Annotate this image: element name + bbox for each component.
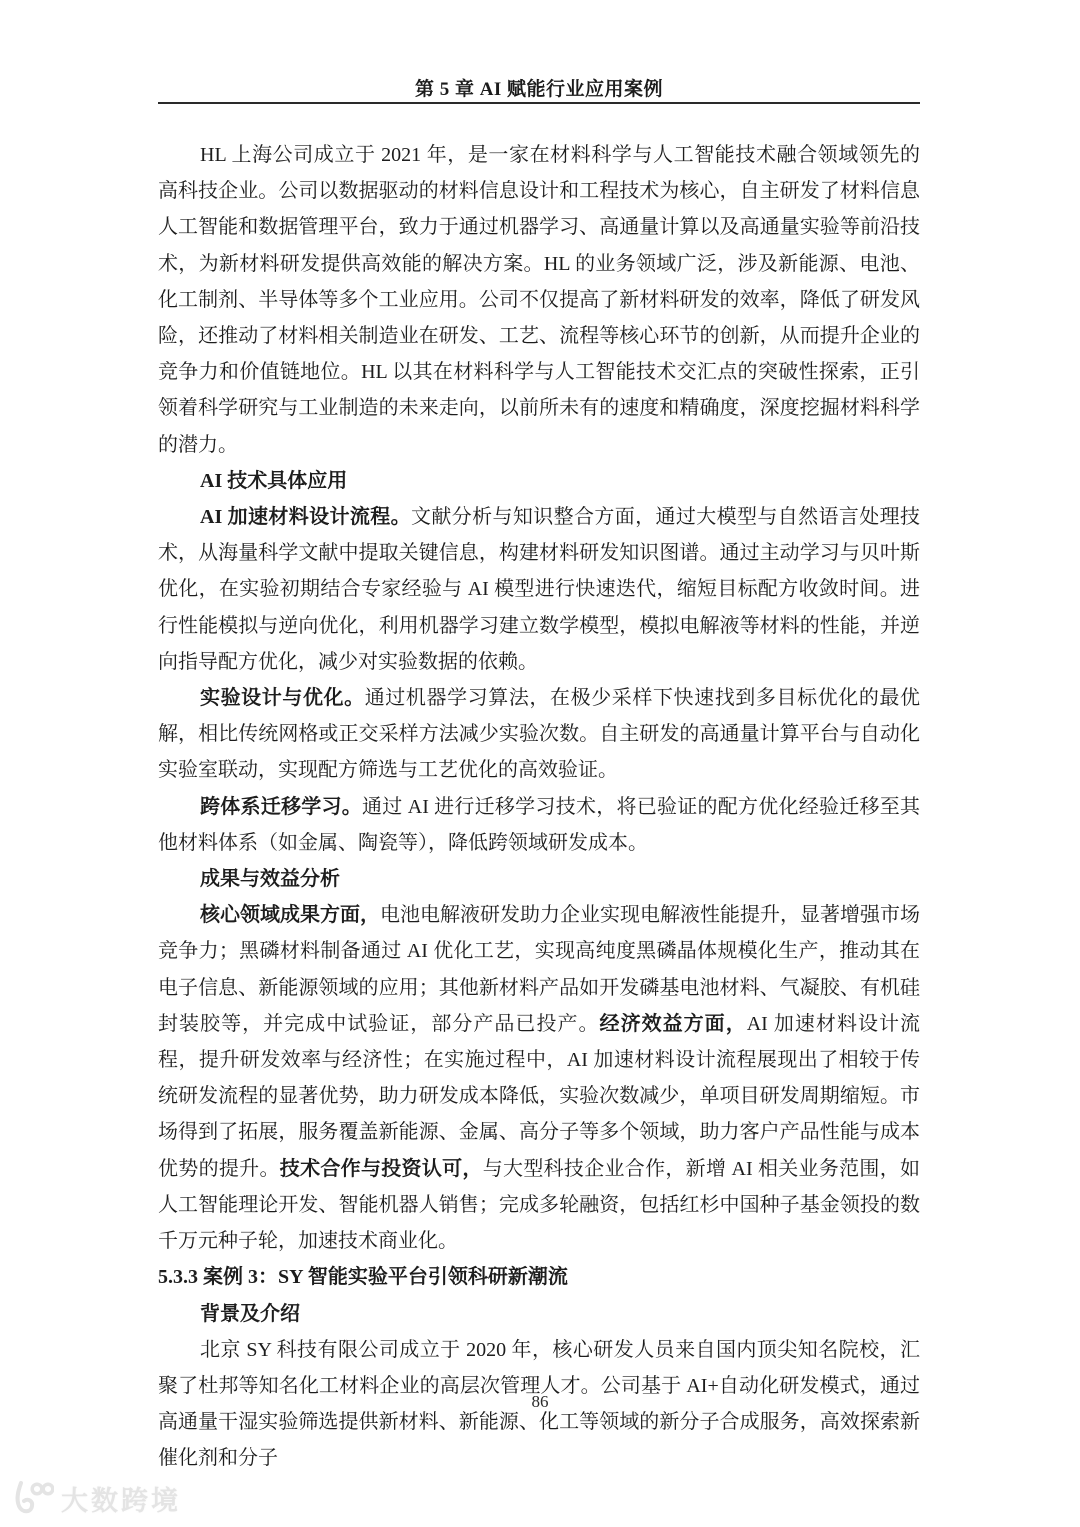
paragraph-design-flow (158, 499, 920, 680)
heading-section-5-3-3: 5.3.3 案例 3：SY 智能实验平台引领科研新潮流 (158, 1266, 568, 1289)
paragraph-results-benefits (158, 897, 920, 1259)
paragraph-transfer-learning (158, 789, 920, 861)
heading-results-benefits: 成果与效益分析 (200, 868, 340, 891)
paragraph-cooperation-investment-text: 与大型科技企业合作，新增 AI 相关业务范围，如人工智能理论开发、智能机器人销售；完成多轮融资，包括红杉中国种子基金领投的数千万元种子轮，加速技术商业化。 (158, 1157, 921, 1253)
run-in-heading-transfer-learning: 跨体系迁移学习。 (200, 795, 363, 818)
heading-background-introduction: 背景及介绍 (200, 1302, 300, 1325)
paragraph-core-results-text: 电池电解液研发助力企业实现电解液性能提升，显著增强市场竞争力；黑磷材料制备通过 AI 优化工艺，实现高纯度黑磷晶体规模化生产，推动其在电子信息、新能源领域的应用；其他新材料产品如开发磷基电池材料、气凝胶、有机硅封装胶等，并完成中试验证，部分产品已投产。 (158, 904, 920, 1035)
chapter-header-title: 第 5 章 AI 赋能行业应用案例 (414, 79, 664, 100)
paragraph-economic-benefits-text: AI 加速材料设计流程，提升研发效率与经济性；在实施过程中，AI 加速材料设计流程展现出了相较于传统研发流程的显著优势，助力研发成本降低，实验次数减少，单项目研发周期缩短。市场得到了拓展，服务覆盖新能源、金属、高分子等多个领域，助力客户产品性能与成本优势的提升。 (158, 1012, 921, 1180)
logo-100-icon (12, 1478, 54, 1518)
paragraph-sy-company-intro: 北京 SY 科技有限公司成立于 2020 年，核心研发人员来自国内顶尖知名院校，汇聚了杜邦等知名化工材料企业的高层次管理人才。公司基于 AI+自动化研发模式，通过高通量干湿实验筛选提供新材料、新能源、化工等领域的新分子合成服务，高效探索新催化剂和分子 (158, 1338, 920, 1470)
paragraph-experiment-optimization (158, 680, 920, 789)
paragraph-design-flow-text: 文献分析与知识整合方面，通过大模型与自然语言处理技术，从海量科学文献中提取关键信息，构建材料研发知识图谱。通过主动学习与贝叶斯优化，在实验初期结合专家经验与 AI 模型进行快速迭代，缩短目标配方收敛时间。进行性能模拟与逆向优化，利用机器学习建立数学模型，模拟电解液等材料的性能，并逆向指导配方优化，减少对实验数据的依赖。 (158, 506, 920, 673)
watermark (12, 1478, 181, 1518)
run-in-heading-experiment-optimization: 实验设计与优化。 (200, 687, 365, 710)
run-in-heading-economic-benefits: 经济效益方面， (599, 1012, 747, 1035)
page-content (158, 137, 920, 1477)
header-rule (158, 102, 920, 104)
paragraph-experiment-optimization-text: 通过机器学习算法，在极少采样下快速找到多目标优化的最优解，相比传统网格或正交采样方法减少实验次数。自主研发的高通量计算平台与自动化实验室联动，实现配方筛选与工艺优化的高效验证。 (158, 687, 921, 782)
page-number: 86 (531, 1392, 549, 1411)
watermark-text: 大数跨境 (61, 1485, 181, 1516)
run-in-heading-cooperation-investment: 技术合作与投资认可， (279, 1157, 483, 1180)
heading-ai-applications: AI 技术具体应用 (200, 469, 348, 492)
run-in-heading-core-results: 核心领域成果方面， (200, 904, 380, 927)
run-in-heading-design-flow: AI 加速材料设计流程。 (200, 506, 411, 529)
paragraph-company-intro: HL 上海公司成立于 2021 年，是一家在材料科学与人工智能技术融合领域领先的高科技企业。公司以数据驱动的材料信息设计和工程技术为核心，自主研发了材料信息人工智能和数据管理平台，致力于通过机器学习、高通量计算以及高通量实验等前沿技术，为新材料研发提供高效能的解决方案。HL 的业务领域广泛，涉及新能源、电池、化工制剂、半导体等多个工业应用。公司不仅提高了新材料研发的效率，降低了研发风险，还推动了材料相关制造业在研发、工艺、流程等核心环节的创新，从而提升企业的竞争力和价值链地位。HL 以其在材料科学与人工智能技术交汇点的突破性探索，正引领着科学研究与工业制造的未来走向，以前所未有的速度和精确度，深度挖掘材料科学的潜力。 (158, 144, 920, 456)
paragraph-transfer-learning-text: 通过 AI 进行迁移学习技术，将已验证的配方优化经验迁移至其他材料体系（如金属、陶瓷等），降低跨领域研发成本。 (158, 795, 921, 854)
